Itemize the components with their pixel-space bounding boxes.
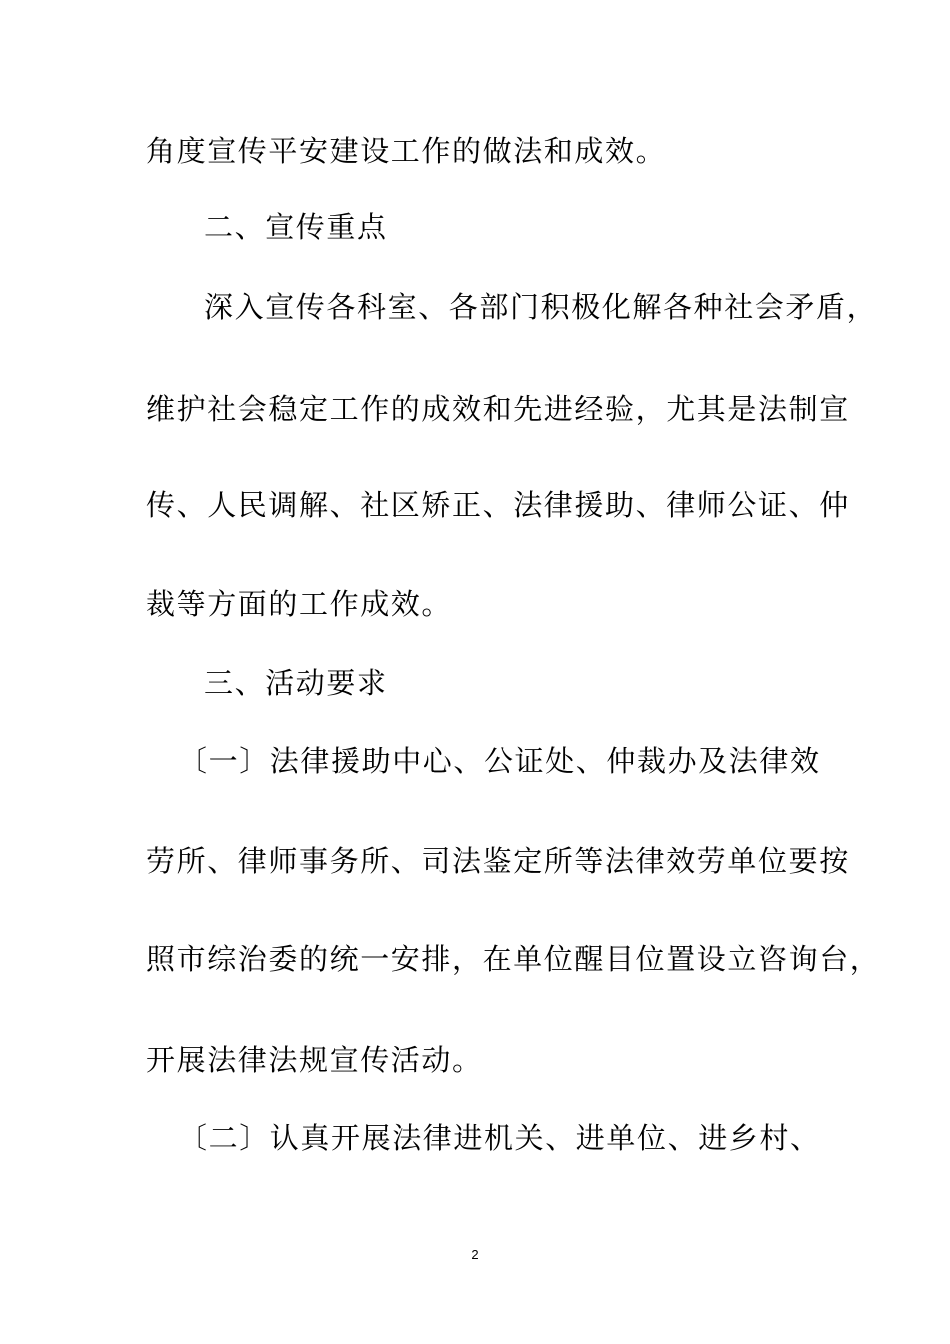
text-line: 角度宣传平安建设工作的做法和成效。 bbox=[146, 134, 667, 168]
paragraph-line: 传、人民调解、社区矫正、法律援助、律师公证、仲 bbox=[146, 488, 850, 522]
paragraph-line: 〔二〕认真开展法律进机关、进单位、进乡村、 bbox=[178, 1121, 821, 1155]
paragraph-line: 劳所、律师事务所、司法鉴定所等法律效劳单位要按 bbox=[146, 844, 850, 878]
paragraph-line: 深入宣传各科室、各部门积极化解各种社会矛盾， bbox=[204, 290, 878, 324]
section-heading: 二、宣传重点 bbox=[204, 210, 388, 244]
page-number: 2 bbox=[471, 1247, 479, 1262]
paragraph-line: 裁等方面的工作成效。 bbox=[146, 587, 453, 621]
paragraph-line: 开展法律法规宣传活动。 bbox=[146, 1043, 483, 1077]
paragraph-line: 〔一〕法律援助中心、公证处、仲裁办及法律效 bbox=[178, 744, 821, 778]
paragraph-line: 维护社会稳定工作的成效和先进经验，尤其是法制宣 bbox=[146, 392, 850, 426]
paragraph-line: 照市综治委的统一安排，在单位醒目位置设立咨询台， bbox=[146, 942, 881, 976]
section-heading: 三、活动要求 bbox=[204, 666, 388, 700]
